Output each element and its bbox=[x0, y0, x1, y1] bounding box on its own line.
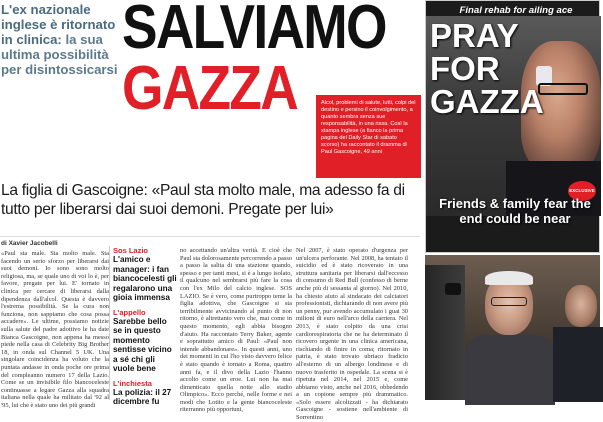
summary-box: Alcol, problemi di salute, lutti, colpi del destino e persino il coinvolgimento, a quanto sembra senza sue responsabilità, in una rissa. Così la stampa inglese (a fianco la prima pagina del Daily Star di sabato scorso) ha raccontato il dramma di Paul Gascoigne, 49 anni bbox=[316, 95, 421, 178]
press-photo bbox=[425, 255, 600, 400]
sidebar-section-label: Sos Lazio bbox=[113, 246, 149, 255]
intro-lead: L'ex nazionale inglese è ritornato in clinica: bbox=[1, 2, 116, 47]
sidebar-section-label: L'inchiesta bbox=[113, 378, 152, 388]
person-head bbox=[565, 285, 597, 327]
intro-rest: la sua ultima possibilità per disintossicarsi bbox=[1, 32, 118, 77]
sidebar-title: Sarebbe bello se in questo momento sentisse vicino a sé chi gli vuole bene bbox=[113, 316, 172, 373]
cover-title-line: GAZZA bbox=[430, 83, 544, 120]
sidebar-title: La polizia: il 27 dicembre fu bbox=[113, 387, 172, 406]
cover-title bbox=[430, 19, 544, 118]
subheadline: La figlia di Gascoigne: «Paul sta molto male, ma adesso fa di tutto per liberarsi dai suoi demoni. Pregate per lui» bbox=[1, 182, 405, 218]
article-column-4: Nel 2007, è stato operato d'urgenza per un'ulcera perforante. Nel 2008, ha tentato il suicidio ed è stato ricoverato in una struttura sanitaria per liberarsi dall'eccesso di consumo di Red Bull (confesso di berne anche più di sessanta al giorno). Nel 2010, ha chiesto aiuto al sindacato dei calciatori professionisti, dichiarando di non avere più un penny, pur avendo accumulato i guai 30 milioni di euro nell'arco della carriera. Nel 2013, è stato colpito da una crisi cardiorespiratoria che ne ha determinato il ricovero urgente in una clinica americana, rischiando di finire in coma; ritornato in patria, è stato trovato ubriaco fradicio all'esterno di un albergo londinese e di nuovo trasferito in ospedale. La scena si è ripetuta nel 2014, nel 2015 e, come abbiamo visto, anche nel 2016, obbedendo a un copione sempre più drammatico. «Solo essere alcolizzati - ha dichiarato Gascoigne - sostiene nell'ambiente di Sorrentino bbox=[296, 247, 408, 422]
article-column-1: «Paul sta male. Sta molto male. Sta facendo un serio sforzo per liberarsi dai suoi demoni. Io sono sono molto religiosa, ma, se quale uno di voi lo è, per favore, pregate per lui. E' tornato in clinica per cercare di liberarsi dalla dipendenza dall'alcol. Questa è davvero l'estrema possibilità. Se la cura non funziona, non sappiamo che cosa possa accadere». Le ultime, possiamo notizie sulla salute del padre adottivo le ha date Bianca Gascoigne, non appena ha messo piede nella casa di Celebrity Big Brother 18, in onda sul Channel 5 UK. Una singolare coincidenza ha voluto che la puntata andasse in onda poche ore prima del compleanno numero 17 della Lazio. Come se un invisibile filo biancoceleste continuasse a legare Gazza alla squadra italiana nella quale ha militato dal '92 al '95, lui che è stato uno dei più grandi bbox=[1, 250, 109, 409]
byline: di Xavier Jacobelli bbox=[1, 240, 58, 247]
sidebar-entry bbox=[113, 308, 177, 374]
column-divider bbox=[109, 246, 110, 400]
cover-title-line: PRAY bbox=[430, 17, 519, 54]
intro-deck bbox=[1, 2, 119, 77]
article-column-3: no accettando un'altra verità. E cioè che Paul sta dolorosamente percorrendo a passo a passo la salita di una stazione quando, spesso e per tanti mesi, si è a lungo isolato, il qualcuno nel sembrarsi più fare la cosa con l'ex Milo del calcio inglese. SOS LAZIO. Se è vero, come purtroppo teme la figlia adottiva, che Gascoigne si sta terribilmente avvicinando al punto di non ritorno, è altrettanto vero che, mai come in questo momento, egli abbia bisogno d'aiuto. Ha raccontato Terry Baker, agente e soprattutto amico di Paul: «Paul non intende abbandonare». In questi anni, uno dei momenti in cui l'ho visto davvero felice è stato quando è tornato a Roma, quattro anni fa, e il divo della Lazio l'hanno accolto come un eroe. Lui non ha mai dimenticato quella notte allo stadio Olimpico». Ecco perché, nelle forme e nei modi che Lotito e la gente biancoceleste riterranno più opportuni, bbox=[180, 247, 292, 414]
sidebar-section-label: L'appello bbox=[113, 307, 146, 317]
sidebar-column bbox=[113, 246, 177, 406]
cover-title-line: FOR bbox=[430, 50, 500, 87]
person-body bbox=[553, 327, 603, 402]
person-body bbox=[465, 335, 555, 405]
sidebar-title: L'amico e manager: i fan biancocelesti gli regalarono una gioia immensa bbox=[113, 255, 177, 302]
section-divider bbox=[0, 236, 420, 237]
exclusive-badge: EXCLUSIVE bbox=[568, 181, 596, 201]
sidebar-entry bbox=[113, 379, 177, 407]
glasses bbox=[538, 83, 588, 95]
headline-line-1: SALVIAMO bbox=[122, 0, 386, 62]
cover-tagline: Friends & family fear the end could be near bbox=[439, 196, 591, 226]
person-hair bbox=[485, 271, 533, 285]
glasses bbox=[491, 297, 527, 306]
headline-line-2: GAZZA bbox=[122, 54, 298, 123]
sidebar-entry bbox=[113, 246, 177, 303]
microphone-icon bbox=[445, 283, 461, 295]
tabloid-cover-image bbox=[425, 0, 600, 253]
cover-kicker: Final rehab for ailing ace bbox=[459, 5, 573, 16]
